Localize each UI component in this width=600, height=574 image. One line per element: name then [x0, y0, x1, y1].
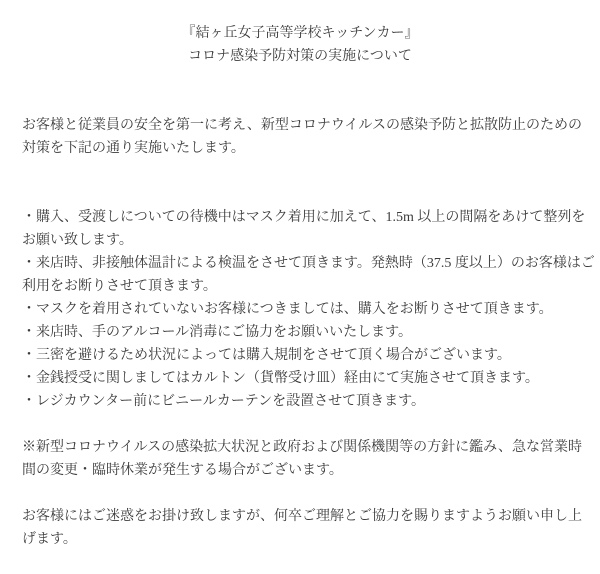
measure-item: [22, 252, 595, 298]
measure-line: ・三密を避けるため状況によっては購入規制をさせて頂く場合がございます。: [22, 348, 511, 363]
measure-item: [22, 390, 578, 413]
measure-line: ・来店時、手のアルコール消毒にご協力をお願いいたします。: [22, 325, 413, 340]
title-line: 『結ヶ丘女子高等学校キッチンカー』: [181, 26, 419, 41]
document-title: [22, 22, 578, 68]
measure-item: [22, 367, 578, 390]
measure-item: [22, 206, 586, 252]
measure-line: ・マスクを着用されていないお客様につきましては、購入をお断りさせて頂きます。: [22, 302, 553, 317]
measure-item: [22, 298, 578, 321]
closing-line: げます。: [22, 532, 77, 547]
measure-item: [22, 321, 578, 344]
measure-line: 利用をお断りさせて頂きます。: [22, 279, 217, 294]
measure-line: ・金銭授受に関しましてはカルトン（貨幣受け皿）経由にて実施させて頂きます。: [22, 371, 539, 386]
spacer: [22, 482, 578, 505]
note-line: 間の変更・臨時休業が発生する場合がございます。: [22, 463, 343, 478]
spacer: [22, 160, 578, 206]
title-subtitle-line: コロナ感染予防対策の実施について: [188, 49, 412, 64]
measure-line: ・来店時、非接触体温計による検温をさせて頂きます。発熱時（37.5 度以上）のお客様はご: [22, 256, 595, 271]
measure-line: ・レジカウンター前にビニールカーテンを設置させて頂きます。: [22, 394, 425, 409]
measure-item: [22, 344, 578, 367]
intro-line: お客様と従業員の安全を第一に考え、新型コロナウイルスの感染予防と拡散防止のための: [22, 118, 582, 133]
measures-list: [22, 206, 595, 413]
closing-line: お客様にはご迷惑をお掛け致しますが、何卒ご理解とご協力を賜りますようお願い申し上: [22, 509, 582, 524]
measure-line: ・購入、受渡しについての待機中はマスク着用に加えて、1.5m 以上の間隔をあけて整列を: [22, 210, 586, 225]
note-line: ※新型コロナウイルスの感染拡大状況と政府および関係機関等の方針に鑑み、急な営業時: [22, 440, 582, 455]
intro-line: 対策を下記の通り実施いたします。: [22, 141, 245, 156]
spacer: [22, 413, 578, 436]
spacer: [22, 68, 578, 114]
measure-line: お願い致します。: [22, 233, 133, 248]
